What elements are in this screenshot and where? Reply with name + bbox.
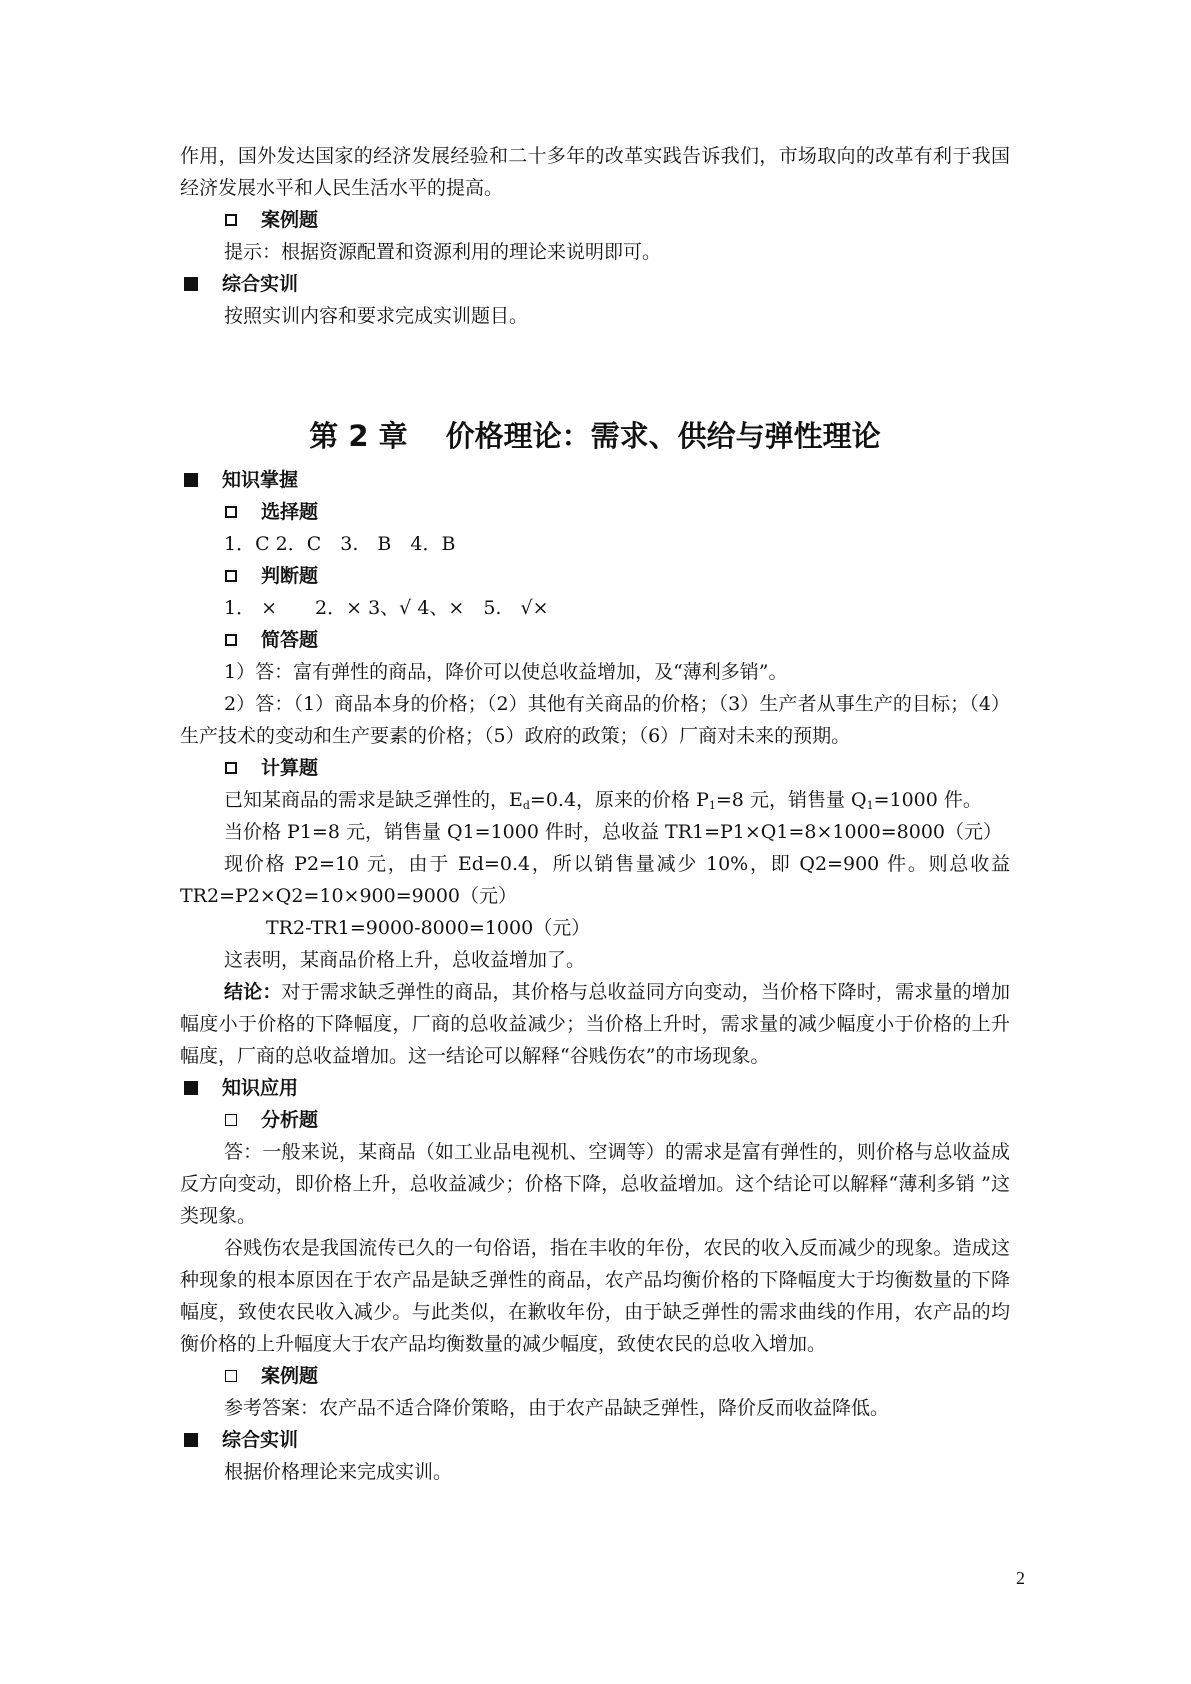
judge-heading-label: 判断题	[261, 565, 319, 587]
calc-line-4: TR2-TR1=9000-8000=1000（元）	[266, 917, 591, 939]
checkbox-square-icon	[225, 634, 237, 646]
calc-line-3: 现价格 P2=10 元，由于 Ed=0.4，所以销售量减少 10%，即 Q2=900 件。则总收益 TR2=P2×Q2=10×900=9000（元）	[180, 853, 1010, 907]
choice-answers: 1．C 2．C 3. B 4．B	[224, 533, 456, 555]
case-heading-bottom	[180, 1360, 1010, 1392]
filled-square-icon	[184, 277, 198, 291]
analysis-heading-label: 分析题	[261, 1109, 319, 1131]
training-heading-top	[180, 268, 1010, 300]
case-heading-label: 案例题	[261, 209, 319, 231]
calc-line-1-d: =1000 件。	[873, 789, 982, 811]
checkbox-square-icon	[225, 1370, 237, 1382]
case-heading-bottom-label: 案例题	[261, 1365, 319, 1387]
analysis-paragraph-2: 谷贱伤农是我国流传已久的一句俗语，指在丰收的年份，农民的收入反而减少的现象。造成这种现象的根本原因在于农产品是缺乏弹性的商品，农产品均衡价格的下降幅度大于均衡数量的下降幅度，致使农民收入减少。与此类似，在歉收年份，由于缺乏弹性的需求曲线的作用，农产品的均衡价格的上升幅度大于农产品均衡数量的减少幅度，致使农民的总收入增加。	[180, 1237, 1010, 1355]
calc-line-5: 这表明，某商品价格上升，总收益增加了。	[224, 949, 586, 971]
checkbox-square-icon	[225, 506, 237, 518]
training-heading-bottom-label: 综合实训	[222, 1429, 299, 1451]
page-body	[180, 140, 1010, 1488]
analysis-heading	[180, 1104, 1010, 1136]
checkbox-square-icon	[225, 570, 237, 582]
knowledge-heading-label: 知识掌握	[222, 469, 299, 491]
calc-line-1-psub: 1	[708, 799, 716, 812]
filled-square-icon	[184, 1081, 198, 1095]
conclusion-paragraph	[180, 976, 1010, 1072]
application-heading	[180, 1072, 1010, 1104]
training-heading-label: 综合实训	[222, 273, 299, 295]
choice-heading-label: 选择题	[261, 501, 319, 523]
choice-heading	[180, 496, 1010, 528]
checkbox-square-icon	[225, 762, 237, 774]
short-heading-label: 简答题	[261, 629, 319, 651]
chapter-name: 价格理论：需求、供给与弹性理论	[445, 419, 881, 453]
calc-line-2: 当价格 P1=8 元，销售量 Q1=1000 件时，总收益 TR1=P1×Q1=8×1000=8000（元）	[224, 821, 1003, 843]
calc-heading-label: 计算题	[261, 757, 319, 779]
case-hint-text: 提示：根据资源配置和资源利用的理论来说明即可。	[224, 241, 662, 263]
calc-line-1-qsub: 1	[866, 799, 874, 812]
training-heading-bottom	[180, 1424, 1010, 1456]
case-answer: 参考答案：农产品不适合降价策略，由于农产品缺乏弹性，降价反而收益降低。	[224, 1397, 890, 1419]
filled-square-icon	[184, 1433, 198, 1447]
intro-paragraph: 作用，国外发达国家的经济发展经验和二十多年的改革实践告诉我们，市场取向的改革有利于我国经济发展水平和人民生活水平的提高。	[180, 145, 1010, 199]
knowledge-heading	[180, 464, 1010, 496]
analysis-paragraph-1: 答：一般来说，某商品（如工业品电视机、空调等）的需求是富有弹性的，则价格与总收益成反方向变动，即价格上升，总收益减少；价格下降，总收益增加。这个结论可以解释“薄利多销 ”这类现象。	[180, 1141, 1010, 1227]
calc-line-1-sub: d	[522, 799, 530, 812]
short-answer-2: 2）答：（1）商品本身的价格；（2）其他有关商品的价格；（3）生产者从事生产的目标；（4）生产技术的变动和生产要素的价格；（5）政府的政策；（6）厂商对未来的预期。	[180, 693, 1010, 747]
page-number: 2	[1016, 1568, 1025, 1588]
checkbox-square-icon	[225, 214, 237, 226]
calc-line-1-c: =8 元，销售量 Q	[715, 789, 867, 811]
case-heading-top	[180, 204, 1010, 236]
checkbox-square-icon	[225, 1114, 237, 1126]
conclusion-label: 结论：	[224, 981, 282, 1003]
calc-line-1-a: 已知某商品的需求是缺乏弹性的，E	[224, 789, 523, 811]
judge-heading	[180, 560, 1010, 592]
chapter-title	[180, 408, 1010, 464]
judge-answers: 1． × 2．× 3、√ 4、× 5. √×	[224, 597, 549, 619]
chapter-number: 第 2 章	[309, 419, 408, 453]
short-answer-1: 1）答：富有弹性的商品，降价可以使总收益增加，及“薄利多销”。	[224, 661, 788, 683]
calc-heading	[180, 752, 1010, 784]
calc-line-1	[180, 784, 1010, 816]
short-heading	[180, 624, 1010, 656]
training-text-bottom: 根据价格理论来完成实训。	[224, 1461, 453, 1483]
application-heading-label: 知识应用	[222, 1077, 299, 1099]
calc-line-1-b: =0.4，原来的价格 P	[529, 789, 709, 811]
training-text-top: 按照实训内容和要求完成实训题目。	[224, 305, 529, 327]
conclusion-text: 对于需求缺乏弹性的商品，其价格与总收益同方向变动，当价格下降时，需求量的增加幅度小于价格的下降幅度，厂商的总收益减少；当价格上升时，需求量的减少幅度小于价格的上升幅度，厂商的总收益增加。这一结论可以解释“谷贱伤农”的市场现象。	[180, 981, 1010, 1067]
filled-square-icon	[184, 473, 198, 487]
